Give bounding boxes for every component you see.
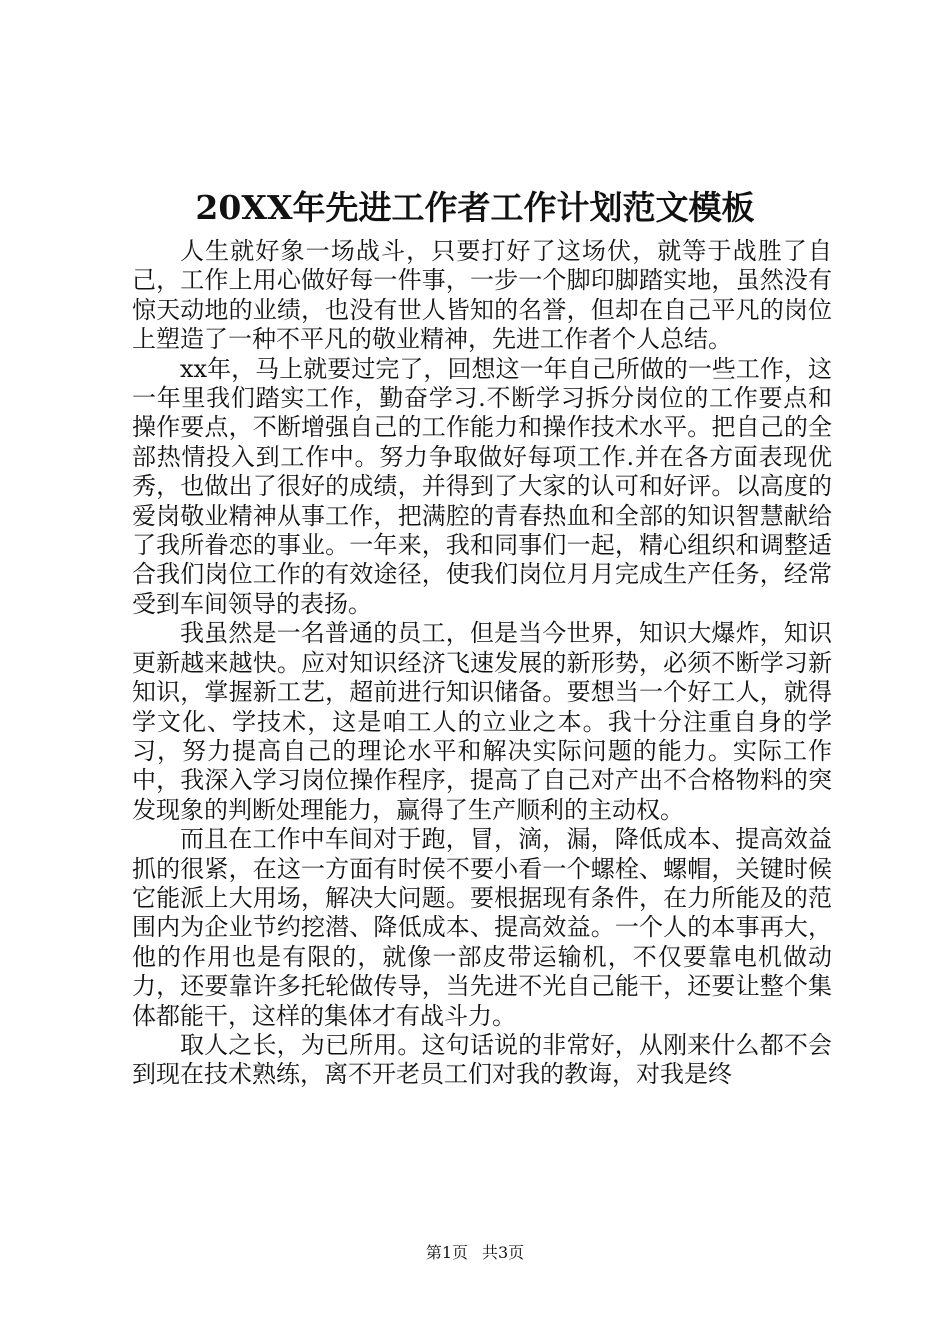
page-number-total: 共3页 xyxy=(482,1243,525,1262)
paragraph-1: 人生就好象一场战斗，只要打好了这场伏，就等于战胜了自己，工作上用心做好每一件事，一步一个脚印脚踏实地，虽然没有惊天动地的业绩，也没有世人皆知的名誉，但却在自己平凡的岗位上塑造了一种不平凡的敬业精神，先进工作者个人总结。 xyxy=(132,237,832,354)
paragraph-3: 我虽然是一名普通的员工，但是当今世界，知识大爆炸，知识更新越来越快。应对知识经济飞速发展的新形势，必须不断学习新知识，掌握新工艺，超前进行知识储备。要想当一个好工人，就得学文化、学技术，这是咱工人的立业之本。我十分注重自身的学习，努力提高自己的理论水平和解决实际问题的能力。实际工作中，我深入学习岗位操作程序，提高了自己对产出不合格物料的突发现象的判断处理能力，赢得了生产顺利的主动权。 xyxy=(132,619,832,824)
document-title: 20XX年先进工作者工作计划范文模板 xyxy=(195,188,755,227)
document-body xyxy=(132,237,832,1090)
page-footer xyxy=(0,1243,950,1263)
page-number-current: 第1页 xyxy=(425,1243,468,1262)
paragraph-2: xx年，马上就要过完了，回想这一年自己所做的一些工作，这一年里我们踏实工作，勤奋学习.不断学习拆分岗位的工作要点和操作要点，不断增强自己的工作能力和操作技术水平。把自己的全部热情投入到工作中。努力争取做好每项工作.并在各方面表现优秀，也做出了很好的成绩，并得到了大家的认可和好评。以高度的爱岗敬业精神从事工作，把满腔的青春热血和全部的知识智慧献给了我所眷恋的事业。一年来，我和同事们一起，精心组织和调整适合我们岗位工作的有效途径，使我们岗位月月完成生产任务，经常受到车间领导的表扬。 xyxy=(132,354,832,618)
paragraph-5: 取人之长，为已所用。这句话说的非常好，从刚来什么都不会到现在技术熟练，离不开老员工们对我的教诲，对我是终 xyxy=(132,1030,832,1089)
paragraph-4: 而且在工作中车间对于跑，冒，滴，漏，降低成本、提高效益抓的很紧，在这一方面有时侯不要小看一个螺栓、螺帽，关键时候它能派上大用场，解决大问题。要根据现有条件，在力所能及的范围内为企业节约挖潜、降低成本、提高效益。一个人的本事再大，他的作用也是有限的，就像一部皮带运输机，不仅要靠电机做动力，还要靠许多托轮做传导，当先进不光自己能干，还要让整个集体都能干，这样的集体才有战斗力。 xyxy=(132,825,832,1030)
